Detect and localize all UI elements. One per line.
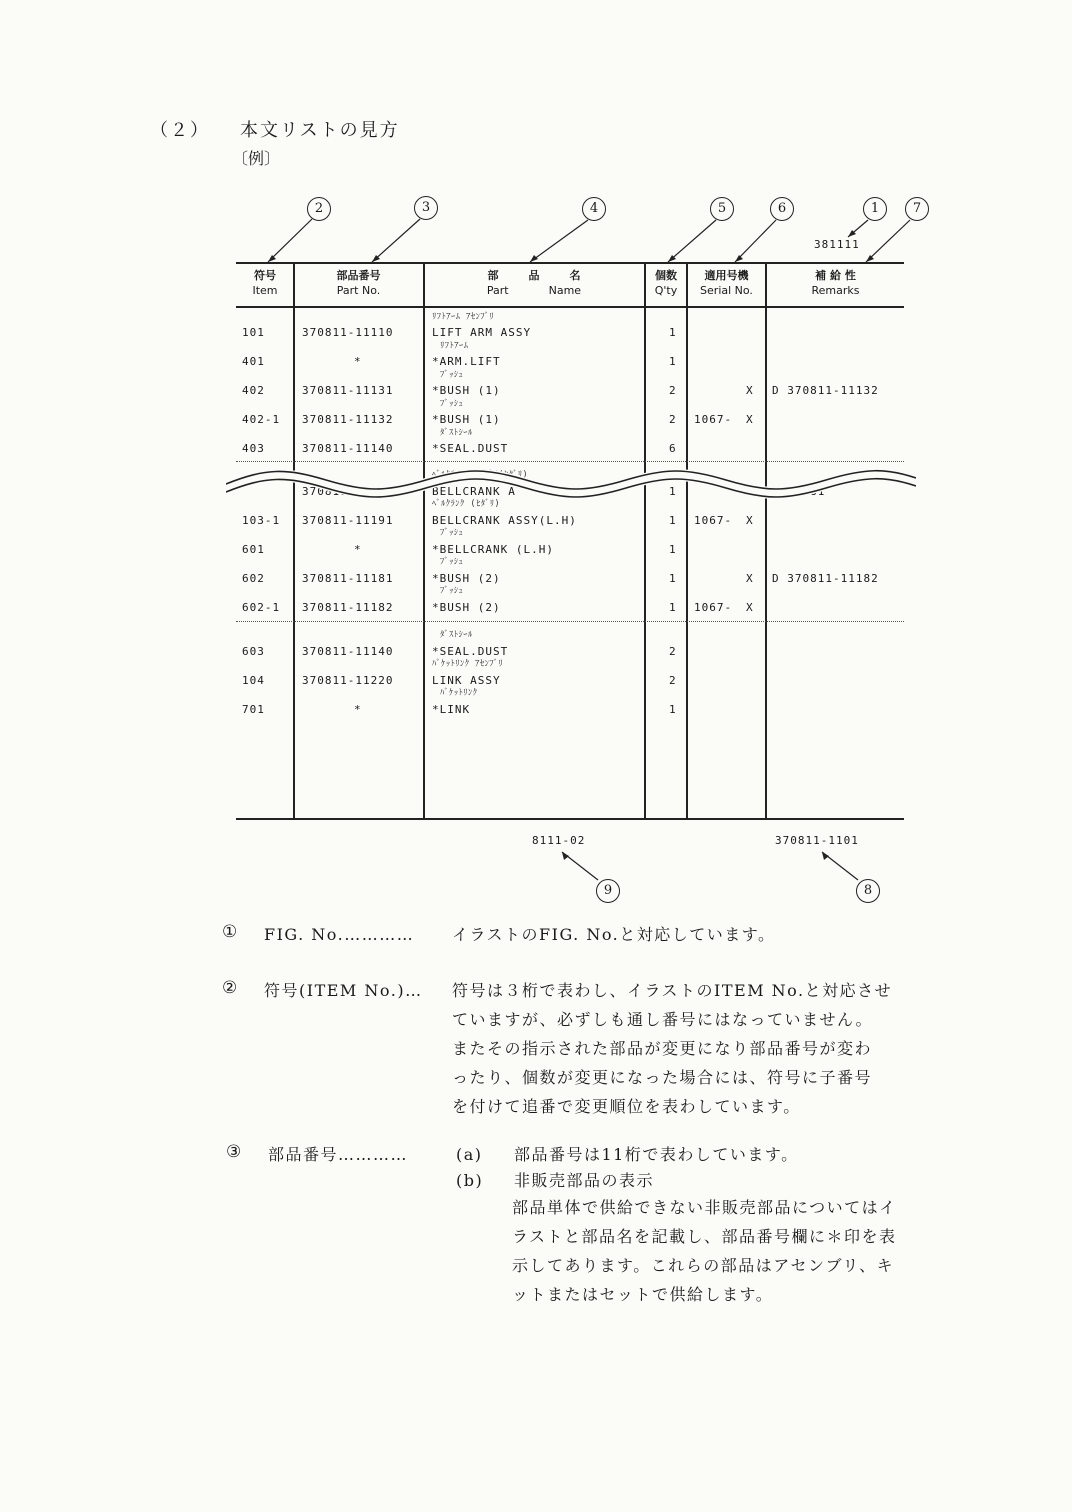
col-divider [293,262,295,818]
row-qty: 1 [669,514,677,527]
row-x-mark: X [746,514,754,527]
row-item: 104 [242,674,265,687]
row-serial: 1067- [694,413,733,426]
explanation-3-b-text: 非販売部品の表示 [514,1171,655,1190]
row-part-no: 370811-11140 [302,645,394,658]
row-kana: ﾀﾞｽﾄｼｰﾙ [440,630,473,640]
table-top-rule [236,262,904,264]
explanation-3-number: ③ [226,1142,242,1162]
row-qty: 1 [669,485,677,498]
explanation-2-line: を付けて追番で変更順位を表わしています。 [452,1097,801,1116]
list-code: 370811-1101 [775,834,859,847]
row-qty: 1 [669,543,677,556]
callout-1: 1 [863,197,887,221]
header-part-no: 部品番号 Part No. [336,269,381,297]
row-item: 603 [242,645,265,658]
row-item: 601 [242,543,265,556]
row-kana: ﾌﾞｯｼｭ [440,399,464,409]
col-divider [423,262,425,818]
col-divider [644,262,646,818]
row-part-no: * [354,543,362,556]
callout-4: 4 [582,197,606,221]
callout-5: 5 [710,197,734,221]
row-part-no: 370811-11181 [302,572,394,585]
row-part-name: LIFT ARM ASSY [432,326,532,339]
row-part-name: *LINK [432,703,471,716]
row-item: 602 [242,572,265,585]
row-kana: ﾊﾞｹｯﾄﾘﾝｸ ｱｾﾝﾌﾞﾘ [432,659,504,669]
row-remarks: D 370811-11182 [772,572,879,585]
row-item: 402-1 [242,413,281,426]
row-part-no: * [354,355,362,368]
row-part-name: *BUSH (2) [432,601,501,614]
explanation-1-term: FIG. No.………… [264,925,415,944]
break-dotted-rule [236,621,904,622]
row-part-no: * [354,703,362,716]
explanation-3-a-label: (a) [456,1145,483,1164]
header-part-name: 部 品 名 Part Name [486,269,582,297]
explanation-1-line: イラストのFIG. No.と対応しています。 [452,925,776,944]
row-item: 701 [242,703,265,716]
explanation-3-a-text: 部品番号は11桁で表わしています。 [514,1145,799,1164]
explanation-3-b-label: (b) [456,1171,484,1190]
callout-2: 2 [307,197,331,221]
row-part-no: 370811-11220 [302,674,394,687]
header-item: 符号 Item [252,269,278,297]
fig-number: 381111 [814,238,860,251]
callout-3: 3 [414,196,438,220]
row-part-name: BELLCRANK ASSY(L.H) [432,514,577,527]
row-x-mark: X [746,384,754,397]
explanation-1-number: ① [222,922,238,942]
row-x-mark: X [746,601,754,614]
explanation-3-term: 部品番号………… [268,1145,409,1164]
row-qty: 6 [669,442,677,455]
explanation-3-line: ットまたはセットで供給します。 [512,1285,774,1304]
section-title: 本文リストの見方 [240,120,400,141]
row-serial: 1067- [694,601,733,614]
col-divider [686,262,688,818]
row-part-name: *BUSH (1) [432,413,501,426]
row-qty: 1 [669,601,677,614]
header-serial: 適用号機 Serial No. [700,269,753,297]
callout-6: 6 [770,197,794,221]
row-kana: ﾌﾞｯｼｭ [440,586,464,596]
row-qty: 2 [669,413,677,426]
row-qty: 2 [669,674,677,687]
break-wave [226,462,916,502]
row-kana: ﾌﾞｯｼｭ [440,557,464,567]
row-part-no: 370811-11132 [302,413,394,426]
row-item: 103-1 [242,514,281,527]
row-part-no: 370811-11131 [302,384,394,397]
row-item: 602-1 [242,601,281,614]
explanation-2-line: またその指示された部品が変更になり部品番号が変わ [452,1039,873,1058]
row-remarks: D 370811-11132 [772,384,879,397]
row-item: 101 [242,326,265,339]
row-kana: ﾌﾞｯｼｭ [440,370,464,380]
row-kana: ﾘﾌﾄｱｰﾑ [440,341,469,351]
row-part-name: *BUSH (2) [432,572,501,585]
row-kana: ﾍﾞﾙｸﾗﾝｸ (ﾋﾀﾞﾘ) [432,499,501,509]
row-part-no: 370811-1 [302,485,363,498]
row-part-name: *BUSH (1) [432,384,501,397]
row-part-name: *SEAL.DUST [432,645,509,658]
row-part-no: 370811-11182 [302,601,394,614]
table-bottom-rule [236,818,904,820]
row-part-name: LINK ASSY [432,674,501,687]
header-remarks: 補 給 性 Remarks [811,269,860,297]
row-qty: 1 [669,703,677,716]
callout-7: 7 [905,197,929,221]
row-x-mark: X [746,572,754,585]
row-part-name: *SEAL.DUST [432,442,509,455]
row-qty: 1 [669,355,677,368]
explanation-2-number: ② [222,978,238,998]
page-code: 8111-02 [532,834,586,847]
row-kana: ﾍﾞﾙｸﾗﾝｸ ｱｾﾝﾌﾞﾘ(ﾋﾀﾞﾘ) [432,470,529,480]
explanation-2-line: ったり、個数が変更になった場合には、符号に子番号 [452,1068,873,1087]
explanation-3-line: ラストと部品名を記載し、部品番号欄に＊印を表 [512,1227,897,1246]
col-divider [765,262,767,818]
explanation-3-line: 部品単体で供給できない非販売部品についてはイ [512,1198,897,1217]
row-qty: 1 [669,326,677,339]
row-part-no: 370811-11191 [302,514,394,527]
section-number: （２） [150,120,210,141]
explanation-2-term: 符号(ITEM No.)… [264,981,423,1000]
row-x-mark: X [746,485,754,498]
row-kana: ﾊﾞｹｯﾄﾘﾝｸ [440,688,478,698]
row-part-name: BELLCRANK A [432,485,516,498]
row-part-name: *BELLCRANK (L.H) [432,543,554,556]
row-serial: 1067- [694,514,733,527]
row-kana: ﾀﾞｽﾄｼｰﾙ [440,428,473,438]
row-item: 403 [242,442,265,455]
row-qty: 2 [669,645,677,658]
example-label: 〔例〕 [232,149,281,168]
row-item: 402 [242,384,265,397]
row-kana: ﾘﾌﾄｱｰﾑ ｱｾﾝﾌﾞﾘ [432,312,495,322]
row-kana: ﾌﾞｯｼｭ [440,528,464,538]
header-qty: 個数 Q'ty [654,269,678,297]
row-part-no: 370811-11110 [302,326,394,339]
row-qty: 2 [669,384,677,397]
table-header-rule [236,306,904,308]
row-qty: 1 [669,572,677,585]
row-x-mark: X [746,413,754,426]
explanation-2-line: 符号は３桁で表わし、イラストのITEM No.と対応させ [452,981,893,1000]
row-part-no: 370811-11140 [302,442,394,455]
row-part-name: *ARM.LIFT [432,355,501,368]
explanation-3-line: 示してあります。これらの部品はアセンブリ、キ [512,1256,895,1275]
row-item: 401 [242,355,265,368]
callout-8: 8 [856,879,880,903]
explanation-2-line: ていますが、必ずしも通し番号にはなっていません。 [452,1010,873,1029]
row-remarks: D 37081 [772,485,826,498]
callout-9: 9 [596,879,620,903]
